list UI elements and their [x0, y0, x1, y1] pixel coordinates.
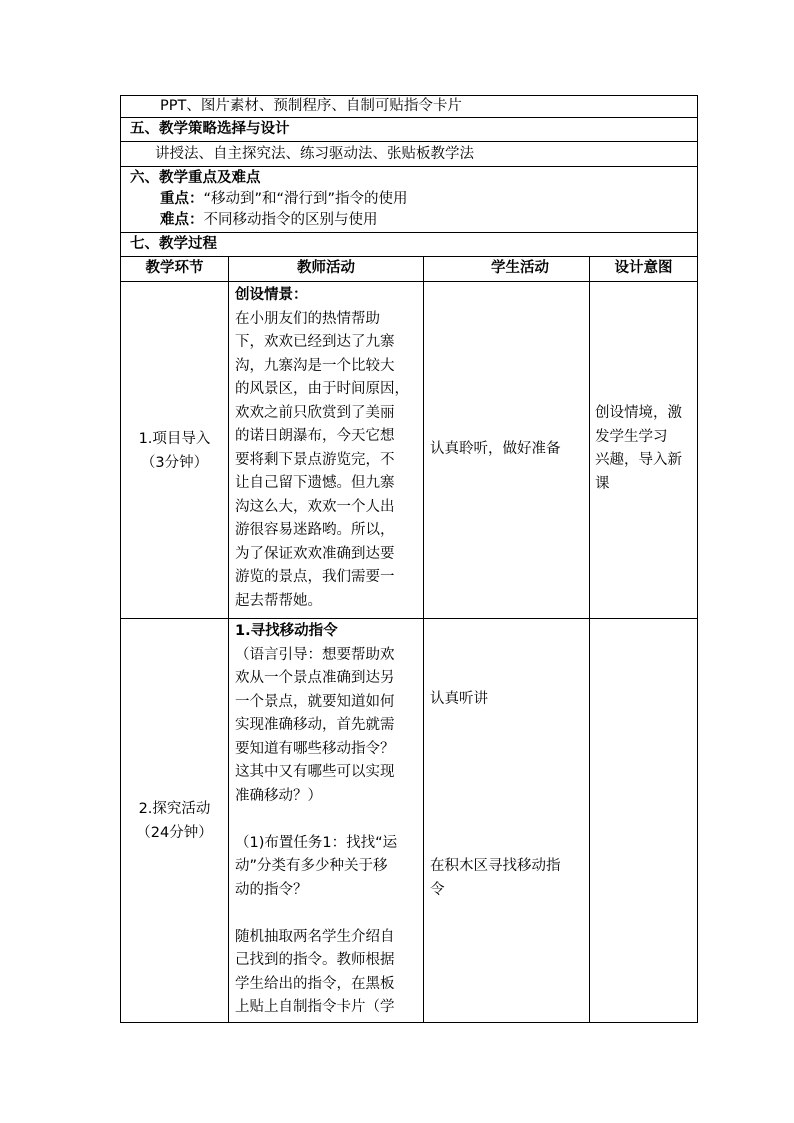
row2-stage-time: （24分钟）	[136, 824, 213, 841]
rule-col2	[423, 256, 424, 1023]
row2-stage-name: 2.探究活动	[138, 801, 211, 817]
row2-teacher-line: 动的指令？	[235, 881, 308, 898]
row1-teacher-line: 让自己留下遗憾。但九寨	[235, 475, 395, 491]
row2-teacher-line: 随机抽取两名学生介绍自	[235, 928, 395, 945]
row2-teacher-line: 要知道有哪些移动指令？	[235, 740, 395, 757]
section7-heading: 七、教学过程	[130, 236, 217, 252]
row2-teacher-line: 一个景点，就要知道如何	[235, 693, 395, 710]
row1-teacher-line: 在小朋友们的热情帮助	[235, 310, 380, 327]
section5-content: 讲授法、自主探究法、练习驱动法、张贴板教学法	[155, 146, 474, 162]
rule-after-header-row	[120, 281, 698, 282]
row2-student-a: 认真听讲	[430, 691, 488, 707]
row1-teacher-line: 下，欢欢已经到达了九寨	[235, 334, 395, 350]
difficult-point-line	[160, 210, 378, 230]
row1-teacher-line: 为了保证欢欢准确到达要	[235, 545, 395, 562]
row1-teacher-line: 欢欢之前只欣赏到了美丽	[235, 404, 395, 421]
rule-bottom	[120, 1022, 698, 1023]
rule-col3	[589, 256, 590, 1023]
row1-intent-line: 创设情境，激	[595, 405, 682, 421]
row2-teacher-line: 学生给出的指令，在黑板	[235, 975, 395, 992]
row1-intent-line: 兴趣，导入新	[595, 452, 682, 468]
row1-teacher-line: 起去帮帮她。	[235, 592, 322, 609]
section5-heading: 五、教学策略选择与设计	[130, 121, 290, 137]
header-student: 学生活动	[491, 260, 549, 276]
blank-line	[235, 808, 421, 832]
row1-teacher-title: 创设情景：	[235, 287, 308, 303]
row1-teacher-line: 沟这么大，欢欢一个人出	[235, 498, 395, 515]
rule-right	[697, 95, 698, 1023]
row2-student-b-line: 在积木区寻找移动指	[430, 858, 561, 874]
section6-heading: 六、教学重点及难点	[130, 170, 261, 186]
row2-teacher	[235, 620, 421, 1020]
row1-student: 认真聆听，做好准备	[430, 441, 561, 457]
rule-after-sec5-heading	[120, 141, 698, 142]
row1-teacher-line: 游很容易迷路哟。所以，	[235, 522, 395, 538]
row1-teacher-line: 的诺日朗瀑布，今天它想	[235, 428, 395, 444]
rule-after-sec7-heading	[120, 256, 698, 257]
row1-teacher-line: 的风景区，由于时间原因，	[235, 381, 409, 397]
difficult-point-label: 难点：	[160, 212, 204, 228]
blank-line	[235, 902, 421, 926]
row2-teacher-line: 实现准确移动，首先就需	[235, 717, 395, 733]
rule-col1	[228, 256, 229, 1023]
key-point-line	[160, 189, 408, 209]
rule-after-sec5	[120, 166, 698, 167]
materials-text: PPT、图片素材、预制程序、自制可贴指令卡片	[160, 98, 462, 114]
row1-intent	[595, 402, 695, 496]
header-intent: 设计意图	[614, 260, 673, 276]
row1-intent-line: 发学生学习	[595, 428, 668, 445]
row2-teacher-line: 准确移动？）	[235, 787, 322, 804]
row1-stage-name: 1.项目导入	[138, 431, 211, 447]
rule-left	[120, 95, 121, 1023]
row1-teacher-line: 沟，九寨沟是一个比较大	[235, 357, 395, 374]
row2-teacher-line: 欢从一个景点准确到达另	[235, 670, 395, 686]
key-point-text: “移动到”和“滑行到”指令的使用	[203, 191, 408, 207]
row2-teacher-line: 己找到的指令。教师根据	[235, 952, 395, 968]
key-point-label: 重点：	[160, 191, 204, 207]
row1-stage	[121, 428, 228, 475]
row1-stage-time: （3分钟）	[140, 454, 209, 471]
row2-teacher-line: 动”分类有多少种关于移	[235, 858, 388, 874]
rule-after-sec6	[120, 232, 698, 233]
row1-teacher-line: 游览的景点，我们需要一	[235, 569, 395, 585]
row2-teacher-line: （语言引导：想要帮助欢	[235, 646, 395, 663]
row1-teacher-line: 要将剩下景点游览完，不	[235, 451, 395, 468]
row2-teacher-line: 上贴上自制指令卡片（学	[235, 999, 395, 1015]
rule-after-row1	[120, 618, 698, 619]
header-teacher: 教师活动	[297, 260, 355, 276]
row2-student-b	[430, 855, 586, 902]
row2-teacher-line: （1)布置任务1：找找“运	[235, 834, 398, 851]
row2-teacher-line: 这其中又有哪些可以实现	[235, 764, 395, 780]
difficult-point-text: 不同移动指令的区别与使用	[203, 212, 378, 228]
row2-student-b-line: 令	[430, 881, 445, 898]
header-stage: 教学环节	[145, 260, 204, 276]
rule-after-materials	[120, 117, 698, 118]
row1-intent-line: 课	[595, 475, 610, 492]
row2-stage	[121, 798, 228, 845]
row1-teacher	[235, 284, 421, 613]
row2-teacher-title: 1.寻找移动指令	[235, 623, 338, 639]
